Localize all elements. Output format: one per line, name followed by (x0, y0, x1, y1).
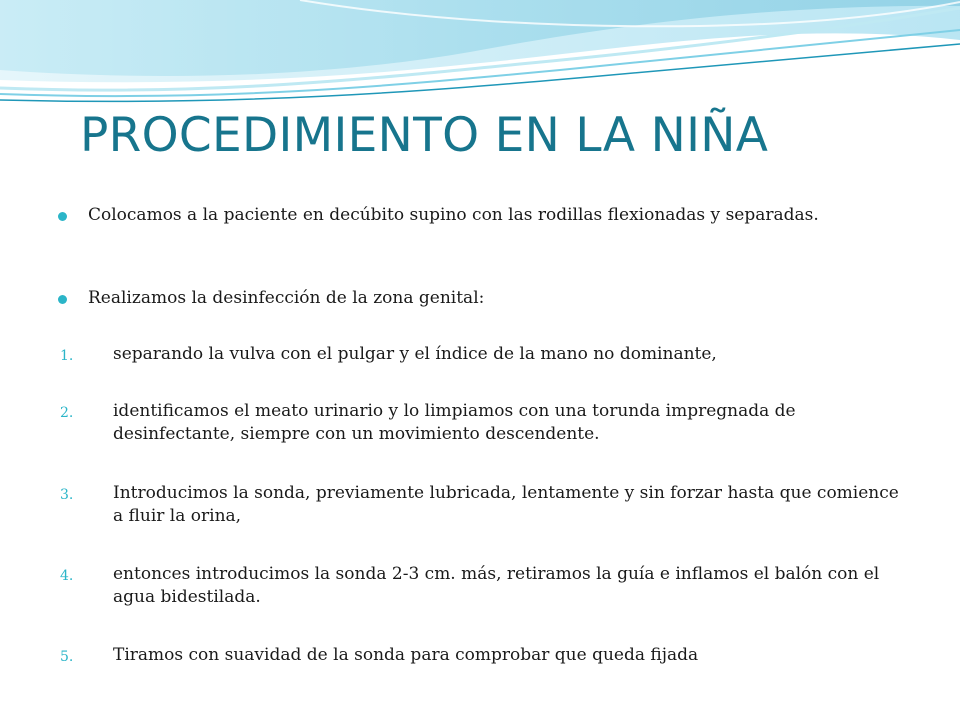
bullet-text: Realizamos la desinfección de la zona genital: (88, 288, 485, 308)
step-number: 4. (60, 568, 74, 584)
step-text: separando la vulva con el pulgar y el índice de la mano no dominante, (113, 344, 717, 364)
bullet-text: Colocamos a la paciente en decúbito supino con las rodillas flexionadas y separadas. (88, 205, 819, 225)
step-text: Tiramos con suavidad de la sonda para comprobar que queda fijada (113, 645, 699, 665)
step-number: 5. (60, 649, 74, 665)
bullet-dot-icon (58, 295, 67, 304)
step-number: 1. (60, 348, 74, 364)
step-text: entonces introducimos la sonda 2-3 cm. más, retiramos la guía e inflamos el balón con el agua bidestilada. (113, 564, 880, 607)
step-text: Introducimos la sonda, previamente lubricada, lentamente y sin forzar hasta que comience a fluir la orina, (113, 483, 899, 526)
slide-title: PROCEDIMIENTO EN LA NIÑA (80, 108, 769, 163)
step-text: identificamos el meato urinario y lo limpiamos con una torunda impregnada de desinfectante, siempre con un movimiento descendente. (113, 401, 796, 444)
step-number: 3. (60, 487, 74, 503)
bullet-dot-icon (58, 212, 67, 221)
step-number: 2. (60, 405, 74, 421)
